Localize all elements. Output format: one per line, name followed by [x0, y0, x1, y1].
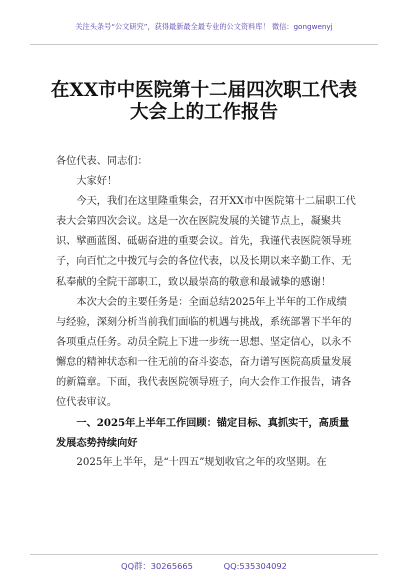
paragraph-1: 今天，我们在这里隆重集会，召开XX市中医院第十二届职工代表大会第四次会议。这是一次在医院发展的关键节点上，凝聚共识、擘画蓝图、砥砺奋进的重要会议。首先，我谨代表医院领导班子，向百忙之中拨冗与会的各位代表，以及长期以来辛勤工作、无私奉献的全院干部职工，致以最崇高的敬意和最诚挚的感谢！ [56, 196, 356, 288]
greeting: 大家好！ [76, 176, 118, 188]
document-body [56, 152, 356, 474]
page-footer [0, 560, 408, 572]
footer-divider [30, 554, 378, 555]
salutation: 各位代表、同志们： [56, 156, 148, 167]
footer-qq-contact: QQ:535304092 [223, 561, 287, 571]
footer-qq-group: QQ群：30265665 [121, 561, 193, 571]
document-title [20, 80, 388, 124]
paragraph-2: 本次大会的主要任务是：全面总结2025年上半年的工作成绩与经验，深刻分析当前我们面临的机遇与挑战，系统部署下半年的各项重点任务。动员全院上下进一步统一思想、坚定信心，以永不懈怠的精神状态和一往无前的奋斗姿态，奋力谱写医院高质量发展的新篇章。下面，我代表医院领导班子，向大会作工作报告，请各位代表审议。 [56, 296, 352, 409]
section-heading-1: 一、2025年上半年工作回顾：锚定目标、真抓实干，高质量发展态势持续向好 [56, 417, 350, 450]
title-line-2: 大会上的工作报告 [129, 102, 278, 123]
paragraph-3: 2025年上半年，是“十四五”规划收官之年的攻坚期。在 [76, 457, 327, 469]
title-line-1: 在XX市中医院第十二届四次职工代表 [50, 80, 358, 101]
page-header-banner: 关注头条号“公文研究”，获得最新最全最专业的公文资料库！ 微信：gongwenyj [75, 22, 333, 31]
header-divider [30, 44, 378, 45]
